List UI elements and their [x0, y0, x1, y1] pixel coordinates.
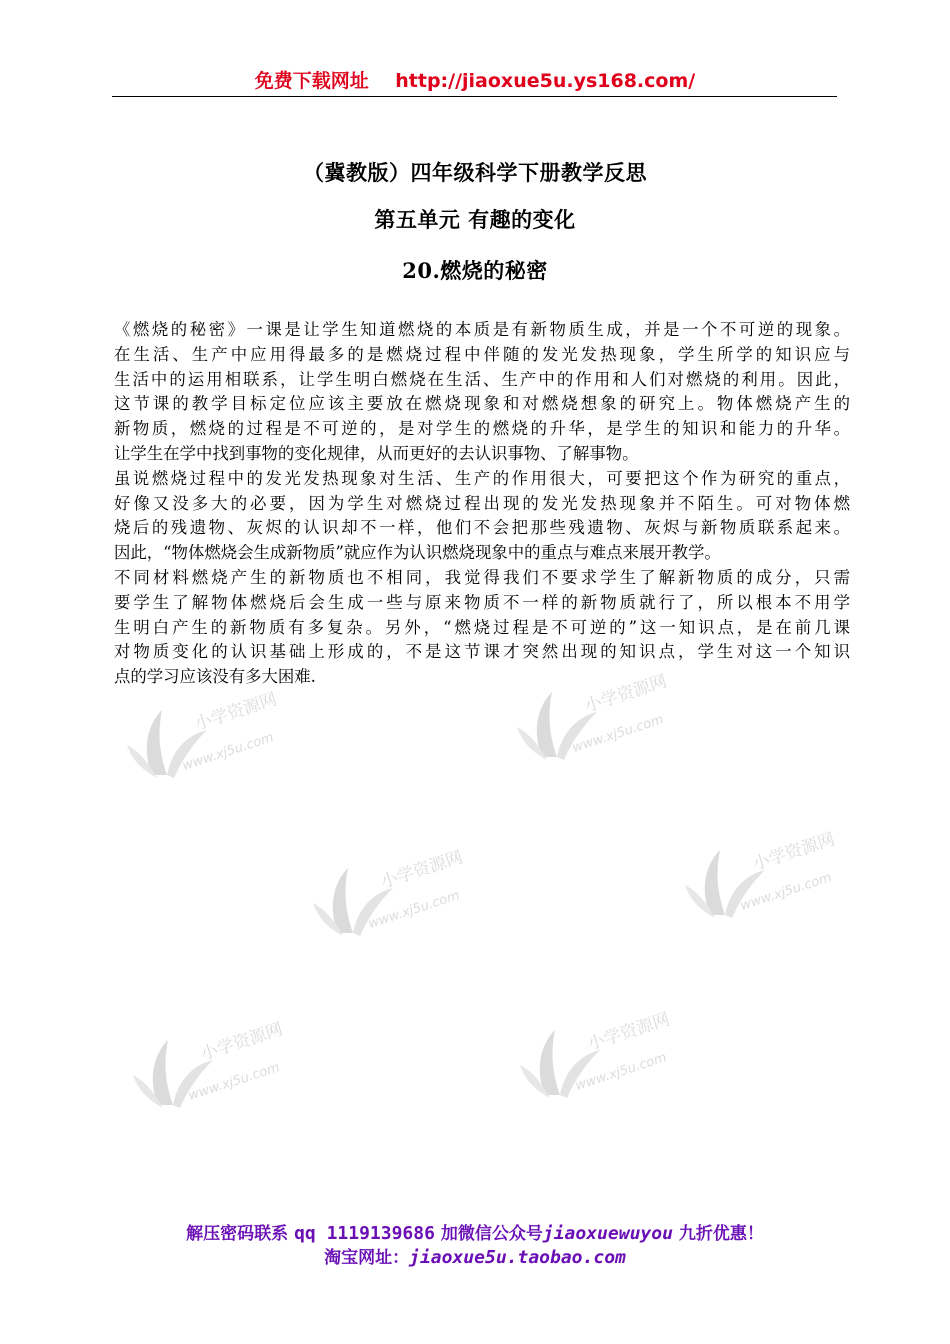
svg-text:www.xj5u.com: www.xj5u.com [180, 730, 276, 774]
svg-text:www.xj5u.com: www.xj5u.com [573, 1050, 669, 1094]
body-line: 不同材料燃烧产生的新物质也不相同，我觉得我们不要求学生了解新物质的成分，只需 [114, 567, 850, 587]
body-line: 在生活、生产中应用得最多的是燃烧过程中伴随的发光发热现象，学生所学的知识应与 [114, 344, 850, 364]
watermark-logo [670, 830, 850, 940]
watermark-logo [298, 848, 478, 958]
header-divider [112, 96, 837, 97]
footer-password-label: 解压密码联系 [186, 1224, 289, 1244]
watermark-logo [505, 1010, 685, 1120]
unit-title: 第五单元 有趣的变化 [374, 207, 576, 232]
body-line: 新物质，燃烧的过程是不可逆的，是对学生的燃烧的升华，是学生的知识和能力的升华。 [114, 419, 850, 439]
body-line: 生活中的运用相联系，让学生明白燃烧在生活、生产中的作用和人们对燃烧的利用。因此， [114, 369, 850, 389]
footer-qq-number: qq 1119139686 [294, 1223, 435, 1244]
svg-text:小学资源网: 小学资源网 [582, 672, 670, 717]
body-line: 让学生在学中找到事物的变化规律，从而更好的去认识事物、了解事物。 [114, 443, 639, 463]
svg-text:小学资源网: 小学资源网 [585, 1010, 673, 1055]
body-line: 点的学习应该没有多大困难. [114, 667, 316, 687]
footer-taobao-link[interactable]: jiaoxue5u.taobao.com [409, 1247, 626, 1268]
svg-text:小学资源网: 小学资源网 [192, 690, 280, 735]
lesson-title: 20.燃烧的秘密 [402, 258, 548, 283]
header-url-link[interactable]: http://jiaoxue5u.ys168.com/ [395, 70, 696, 92]
svg-text:www.xj5u.com: www.xj5u.com [186, 1060, 282, 1104]
body-line: 生明白产生的新物质有多复杂。另外，“燃烧过程是不可逆的”这一知识点，是在前几课 [114, 617, 850, 637]
footer-wechat-account: jiaoxuewuyou [542, 1223, 673, 1244]
watermark-logo [118, 1020, 298, 1130]
body-line: 《燃烧的秘密》一课是让学生知道燃烧的本质是有新物质生成，并是一个不可逆的现象。 [114, 320, 850, 339]
svg-text:小学资源网: 小学资源网 [378, 848, 466, 893]
footer-contact-line [0, 1219, 950, 1244]
watermark-logo [502, 672, 682, 782]
body-line: 好像又没多大的必要，因为学生对燃烧过程出现的发光发热现象并不陌生。可对物体燃 [114, 493, 850, 513]
footer-taobao-line [0, 1243, 950, 1268]
header-label: 免费下载网址 [254, 70, 369, 92]
body-line: 对物质变化的认识基础上形成的，不是这节课才突然出现的知识点，学生对这一个知识 [114, 642, 850, 662]
watermark-logo [112, 690, 292, 800]
body-line: 要学生了解物体燃烧后会生成一些与原来物质不一样的新物质就行了，所以根本不用学 [114, 592, 850, 612]
footer-taobao-label: 淘宝网址： [324, 1248, 410, 1268]
footer-wechat-label: 加微信公众号 [440, 1224, 543, 1244]
footer-discount: 九折优惠！ [678, 1224, 764, 1244]
header-download-line [0, 66, 950, 93]
svg-text:小学资源网: 小学资源网 [198, 1020, 286, 1065]
body-line: 虽说燃烧过程中的发光发热现象对生活、生产的作用很大，可要把这个作为研究的重点， [114, 468, 850, 488]
svg-text:小学资源网: 小学资源网 [750, 830, 838, 875]
body-line: 这节课的教学目标定位应该主要放在燃烧现象和对燃烧想象的研究上。物体燃烧产生的 [114, 394, 850, 414]
body-line: 烧后的残遗物、灰烬的认识却不一样，他们不会把那些残遗物、灰烬与新物质联系起来。 [114, 518, 850, 538]
reflection-body [114, 318, 850, 690]
body-line: 因此，“物体燃烧会生成新物质”就应作为认识燃烧现象中的重点与难点来展开教学。 [114, 543, 721, 563]
document-title: （冀教版）四年级科学下册教学反思 [303, 160, 647, 185]
svg-text:www.xj5u.com: www.xj5u.com [570, 712, 666, 756]
svg-text:www.xj5u.com: www.xj5u.com [738, 870, 834, 914]
svg-text:www.xj5u.com: www.xj5u.com [366, 888, 462, 932]
